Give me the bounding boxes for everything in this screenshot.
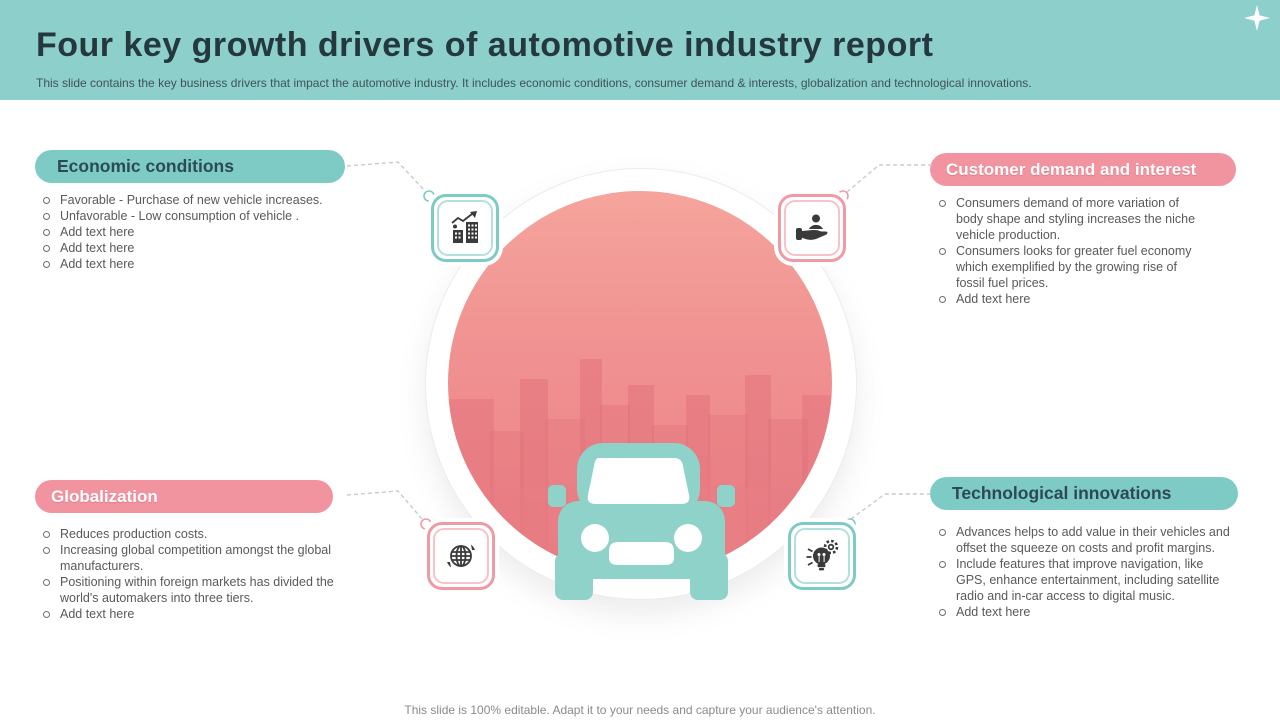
section-globalization — [35, 480, 375, 622]
section-pill-globalization — [35, 480, 333, 513]
list-item: Consumers demand of more variation of body shape and styling increases the niche vehicle production. — [934, 195, 1208, 243]
list-item: Reduces production costs. — [38, 526, 364, 542]
list-item: Add text here — [38, 256, 364, 272]
section-pill-customer — [930, 153, 1236, 186]
list-item: Add text here — [934, 291, 1208, 307]
list-item: Add text here — [934, 604, 1230, 620]
bullet-list — [38, 526, 364, 622]
page-title: Four key growth drivers of automotive industry report — [36, 26, 934, 64]
list-item: Advances helps to add value in their vehicles and offset the squeeze on costs and profit margins. — [934, 524, 1230, 556]
page-subtitle: This slide contains the key business drivers that impact the automotive industry. It includes economic conditions, consumer demand & interests, globalization and technological innovations. — [36, 76, 1032, 90]
customer-icon-box — [778, 194, 846, 262]
technology-icon-box — [788, 522, 856, 590]
list-item: Add text here — [38, 224, 364, 240]
section-label: Customer demand and interest — [946, 159, 1197, 179]
section-label: Technological innovations — [952, 483, 1172, 503]
globalization-icon-box — [427, 522, 495, 590]
list-item: Increasing global competition amongst the global manufacturers. — [38, 542, 364, 574]
car-icon — [548, 443, 735, 600]
globe-icon — [443, 538, 479, 574]
footer-note: This slide is 100% editable. Adapt it to your needs and capture your audience's attention. — [404, 703, 876, 717]
list-item: Consumers looks for greater fuel economy which exemplified by the growing rise of fossil fuel prices. — [934, 243, 1208, 291]
list-item: Add text here — [38, 240, 364, 256]
section-economic-conditions — [35, 150, 375, 272]
bullet-list — [934, 524, 1230, 620]
list-item: Include features that improve navigation, like GPS, enhance entertainment, including satellite radio and in-car access to digital music. — [934, 556, 1230, 604]
section-label: Economic conditions — [57, 156, 234, 176]
section-pill-economic — [35, 150, 345, 183]
list-item: Add text here — [38, 606, 364, 622]
buildings-growth-arrow-icon — [447, 210, 483, 246]
section-technological-innovations — [930, 477, 1240, 620]
economic-icon-box — [431, 194, 499, 262]
list-item: Positioning within foreign markets has divided the world's automakers into three tiers. — [38, 574, 364, 606]
header-band — [0, 0, 1280, 100]
list-item: Favorable - Purchase of new vehicle increases. — [38, 192, 364, 208]
list-item: Unfavorable - Low consumption of vehicle . — [38, 208, 364, 224]
section-customer-demand — [930, 153, 1238, 307]
section-label: Globalization — [51, 486, 158, 506]
lightbulb-gear-icon — [804, 538, 840, 574]
sparkle-icon — [1244, 5, 1270, 31]
bullet-list — [38, 192, 364, 272]
hand-holding-person-icon — [794, 210, 830, 246]
bullet-list — [934, 195, 1208, 307]
section-pill-technology — [930, 477, 1238, 510]
